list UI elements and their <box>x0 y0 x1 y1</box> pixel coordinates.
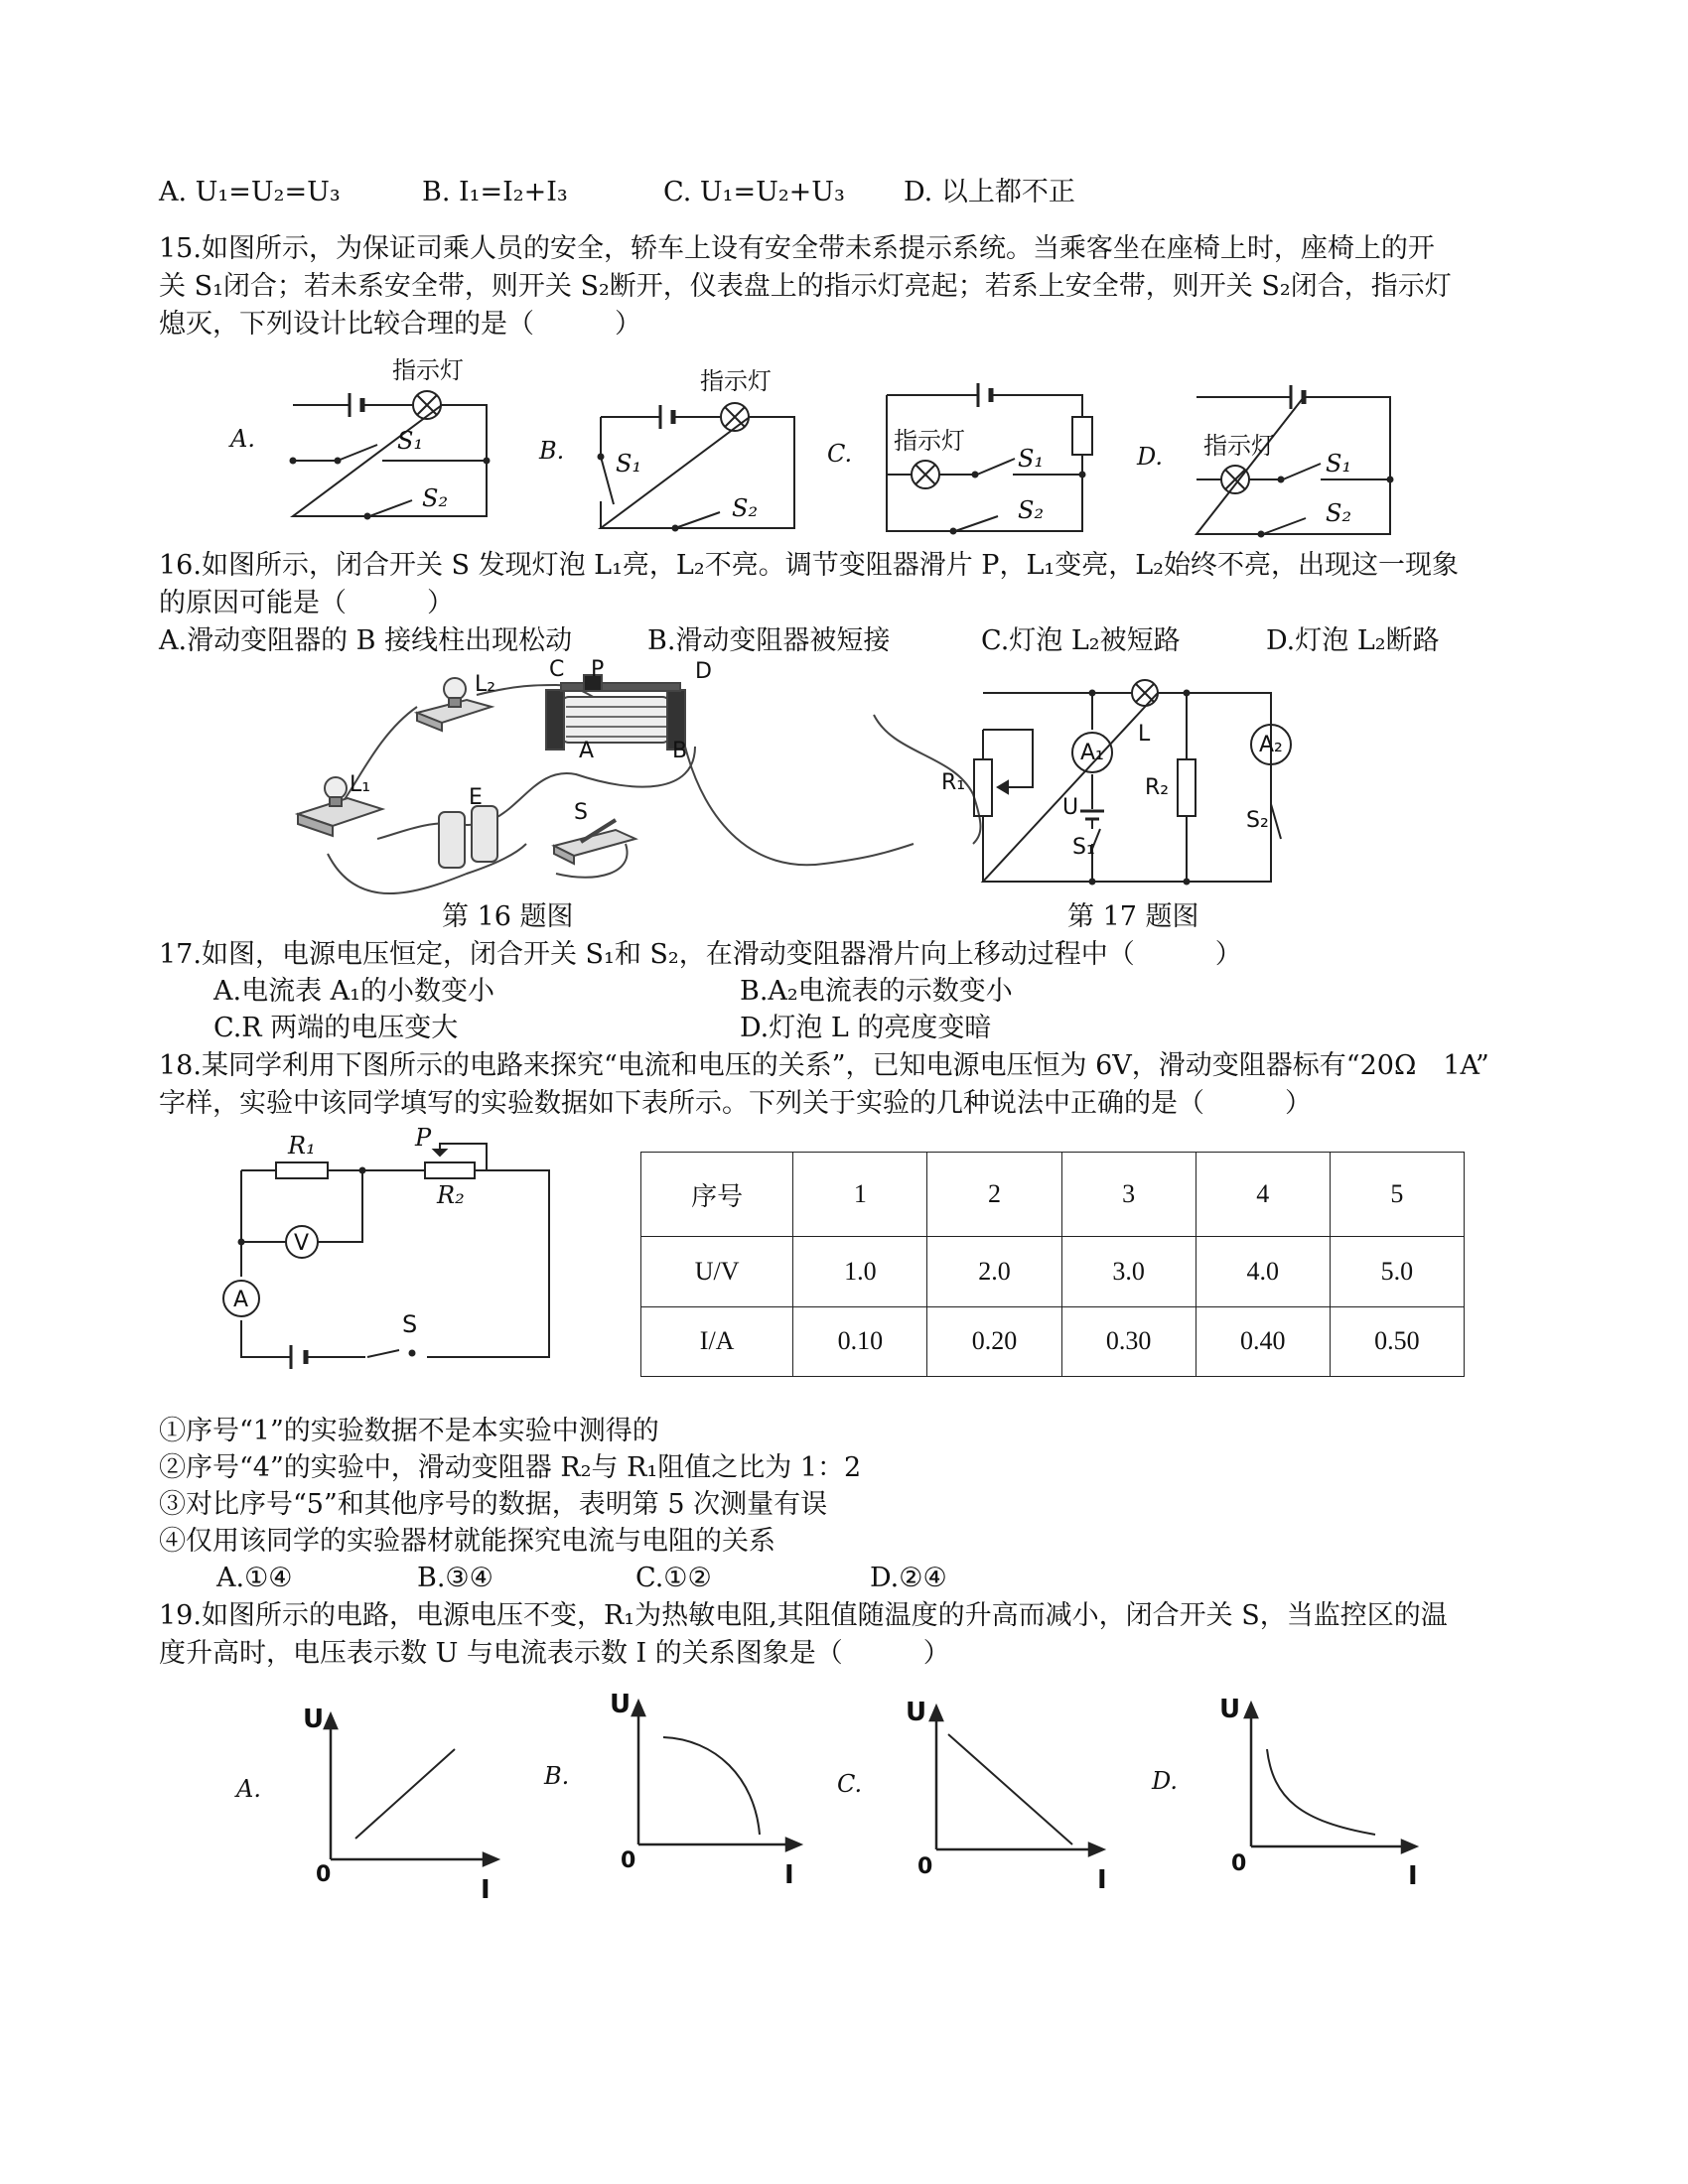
q14-option-c: C. U₁=U₂+U₃ <box>663 177 845 207</box>
table-cell: 2.0 <box>927 1237 1061 1306</box>
q15a-s1: S₁ <box>397 427 424 455</box>
q18-label-s: S <box>402 1310 418 1338</box>
q15-letter-b: B. <box>539 437 565 465</box>
q17-option-a: A.电流表 A₁的小数变小 <box>213 976 494 1007</box>
q14-option-a: A. U₁=U₂=U₃ <box>159 177 341 207</box>
q15-letter-a: A. <box>230 425 255 453</box>
q15b-s1: S₁ <box>616 450 642 478</box>
q19c-axis-i: I <box>1097 1865 1107 1895</box>
q19d-axis-u: U <box>1219 1695 1241 1724</box>
q19a-axis-u: U <box>303 1705 325 1734</box>
table-header-cell: 序号 <box>641 1153 793 1237</box>
table-cell: 0.20 <box>927 1306 1061 1376</box>
q15-letter-d: D. <box>1137 443 1164 471</box>
q19-letter-c: C. <box>837 1770 863 1798</box>
q15a-s2: S₂ <box>422 484 449 512</box>
q17-figure-caption: 第 17 题图 <box>1067 901 1199 932</box>
table-cell: 0.40 <box>1196 1306 1330 1376</box>
q15-stem-line3: 熄灭，下列设计比较合理的是（ ） <box>159 309 641 340</box>
q19-stem-line2: 度升高时，电压表示数 U 与电流表示数 I 的关系图象是（ ） <box>159 1638 950 1669</box>
q18-label-p: P <box>415 1124 432 1152</box>
q17-option-d: D.灯泡 L 的亮度变暗 <box>740 1013 992 1043</box>
q15-stem-line2: 关 S₁闭合；若未系安全带，则开关 S₂断开，仪表盘上的指示灯亮起；若系上安全带，则开关 S₂闭合，指示灯 <box>159 271 1452 302</box>
q15c-s1: S₁ <box>1018 445 1045 473</box>
q19a-origin: 0 <box>316 1862 332 1887</box>
q17-label-u: U <box>1062 795 1079 820</box>
q15b-s2: S₂ <box>732 494 759 522</box>
q18-statement-4: ④仅用该同学的实验器材就能探究电流与电阻的关系 <box>159 1526 775 1557</box>
q17-option-c: C.R 两端的电压变大 <box>213 1013 459 1043</box>
q14-option-d: D. 以上都不正 <box>904 177 1075 207</box>
q19-letter-a: A. <box>236 1775 261 1803</box>
q17-label-r1: R₁ <box>941 770 966 795</box>
q18-label-r2: R₂ <box>437 1181 465 1209</box>
q17-label-l: L <box>1138 722 1151 747</box>
q16-label-a: A <box>579 739 595 763</box>
q17-label-s1: S₁ <box>1072 835 1095 860</box>
q15d-s1: S₁ <box>1326 450 1352 478</box>
table-header-cell: 2 <box>927 1153 1061 1237</box>
q19b-axis-i: I <box>784 1860 794 1890</box>
q19-stem-line1: 19.如图所示的电路，电源电压不变，R₁为热敏电阻,其阻值随温度的升高而减小，闭合开关 S，当监控区的温 <box>159 1600 1448 1631</box>
q19b-axis-u: U <box>610 1690 632 1719</box>
q16-label-b: B <box>672 739 688 763</box>
q19c-origin: 0 <box>917 1854 933 1879</box>
q15b-lamp-label: 指示灯 <box>700 367 772 395</box>
q19-letter-d: D. <box>1152 1767 1179 1795</box>
q17-label-s2: S₂ <box>1246 808 1269 833</box>
q18-label-v: V <box>294 1231 310 1256</box>
table-cell: 1.0 <box>793 1237 927 1306</box>
table-cell: I/A <box>641 1306 793 1376</box>
q16-label-c: C <box>549 657 565 682</box>
q15-letter-c: C. <box>827 440 853 468</box>
q16-label-l1: L₁ <box>350 772 371 797</box>
q18-label-a: A <box>233 1288 249 1312</box>
table-header-cell: 3 <box>1061 1153 1196 1237</box>
q16-option-a: A.滑动变阻器的 B 接线柱出现松动 <box>159 625 573 656</box>
q18-statement-3: ③对比序号“5”和其他序号的数据，表明第 5 次测量有误 <box>159 1489 828 1520</box>
table-header-cell: 1 <box>793 1153 927 1237</box>
table-cell: 0.50 <box>1330 1306 1464 1376</box>
q17-label-a1: A₁ <box>1080 741 1104 765</box>
q17-label-a2: A₂ <box>1259 733 1283 757</box>
q18-statement-2: ②序号“4”的实验中，滑动变阻器 R₂与 R₁阻值之比为 1：2 <box>159 1452 862 1483</box>
q16-option-b: B.滑动变阻器被短接 <box>647 625 891 656</box>
table-cell: 4.0 <box>1196 1237 1330 1306</box>
table-cell: 3.0 <box>1061 1237 1196 1306</box>
q16-label-l2: L₂ <box>475 672 496 697</box>
q17-stem-line1: 17.如图，电源电压恒定，闭合开关 S₁和 S₂，在滑动变阻器滑片向上移动过程中（ ） <box>159 939 1242 970</box>
table-cell: U/V <box>641 1237 793 1306</box>
q16-label-p: P <box>591 657 605 682</box>
q17-option-b: B.A₂电流表的示数变小 <box>740 976 1013 1007</box>
q18-statement-1: ①序号“1”的实验数据不是本实验中测得的 <box>159 1416 659 1446</box>
table-header-cell: 4 <box>1196 1153 1330 1237</box>
q16-label-d: D <box>695 659 712 684</box>
q18-option-a: A.①④ <box>216 1563 293 1593</box>
q19d-axis-i: I <box>1408 1861 1418 1891</box>
q15d-lamp-label: 指示灯 <box>1203 432 1275 460</box>
q18-option-c: C.①② <box>635 1563 712 1593</box>
q18-option-d: D.②④ <box>870 1563 947 1593</box>
q15c-s2: S₂ <box>1018 496 1045 524</box>
q15d-s2: S₂ <box>1326 499 1352 527</box>
q19c-axis-u: U <box>906 1698 927 1727</box>
table-cell: 5.0 <box>1330 1237 1464 1306</box>
q19a-axis-i: I <box>481 1875 491 1905</box>
q16-label-s: S <box>574 800 588 825</box>
q16-stem-line2: 的原因可能是（ ） <box>159 588 454 618</box>
table-cell: 0.30 <box>1061 1306 1196 1376</box>
q16-option-d: D.灯泡 L₂断路 <box>1266 625 1440 656</box>
q14-option-b: B. I₁=I₂+I₃ <box>422 177 568 207</box>
q18-stem-line1: 18.某同学利用下图所示的电路来探究“电流和电压的关系”，已知电源电压恒为 6V，滑动变阻器标有“20Ω 1A” <box>159 1050 1489 1081</box>
table-header-cell: 5 <box>1330 1153 1464 1237</box>
q19d-origin: 0 <box>1231 1851 1247 1876</box>
q16-stem-line1: 16.如图所示，闭合开关 S 发现灯泡 L₁亮，L₂不亮。调节变阻器滑片 P，L₁变亮，L₂始终不亮，出现这一现象 <box>159 550 1459 581</box>
q19b-origin: 0 <box>621 1848 636 1873</box>
q15c-lamp-label: 指示灯 <box>894 427 965 455</box>
q19-letter-b: B. <box>544 1762 570 1790</box>
table-cell: 0.10 <box>793 1306 927 1376</box>
q16-figure-caption: 第 16 题图 <box>442 901 574 932</box>
q18-stem-line2: 字样，实验中该同学填写的实验数据如下表所示。下列关于实验的几种说法中正确的是（ ） <box>159 1088 1312 1119</box>
q16-label-e: E <box>469 785 483 810</box>
q18-option-b: B.③④ <box>417 1563 493 1593</box>
q15-stem-line1: 15.如图所示，为保证司乘人员的安全，轿车上设有安全带未系提示系统。当乘客坐在座椅上时，座椅上的开 <box>159 233 1435 264</box>
q15a-lamp-label: 指示灯 <box>392 356 464 384</box>
q18-label-r1: R₁ <box>288 1132 316 1160</box>
q17-label-r2: R₂ <box>1145 775 1170 800</box>
q16-option-c: C.灯泡 L₂被短路 <box>981 625 1181 656</box>
